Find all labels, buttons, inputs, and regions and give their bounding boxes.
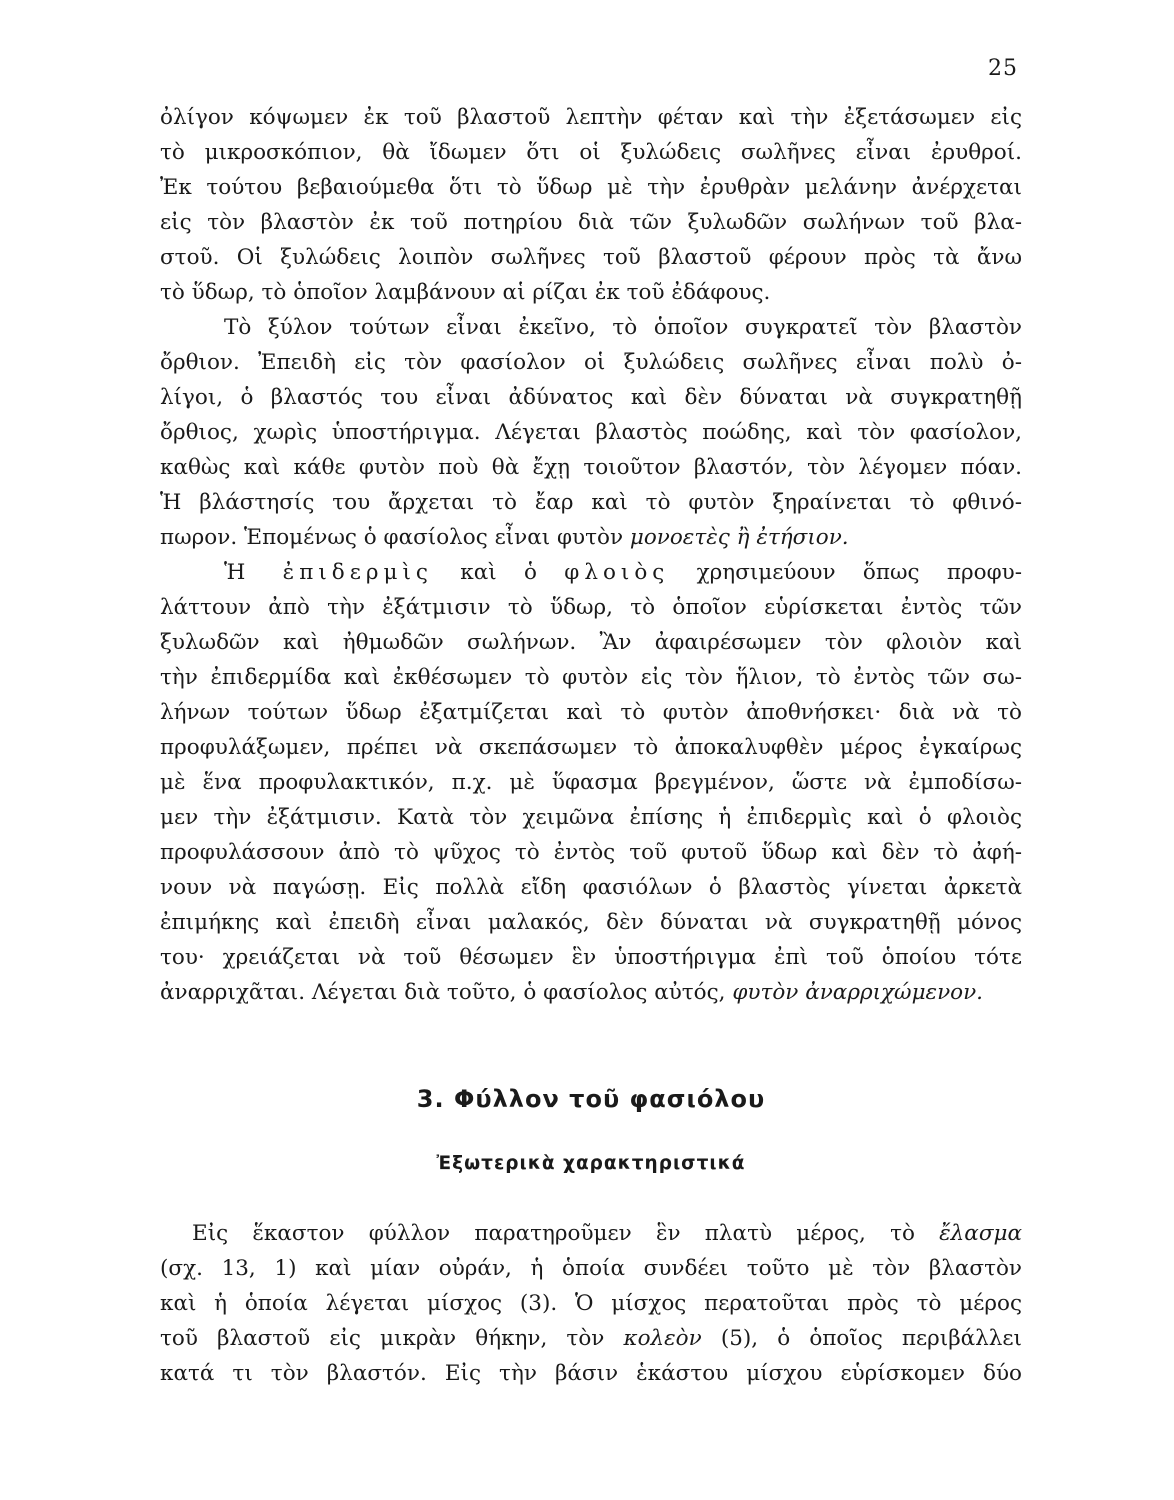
text-line: Ἐκ τούτου βεβαιούμεθα ὅτι τὸ ὕδωρ μὲ τὴν ἐρυθρὰν μελάνην ἀνέρχεται — [160, 175, 1022, 200]
text-line: ὄρθιος, χωρὶς ὑποστήριγμα. Λέγεται βλαστὸς ποώδης, καὶ τὸν φασίολον, — [160, 420, 1022, 445]
text-span: (5), ὁ ὁποῖος περιβάλλει — [701, 1326, 1022, 1351]
italic-term: μονοετὲς ἢ ἐτήσιον. — [629, 525, 849, 550]
text-span: καὶ ὁ — [432, 560, 565, 585]
text-line — [160, 975, 1022, 1010]
text-line: Ἡ βλάστησίς του ἄρχεται τὸ ἔαρ καὶ τὸ φυτὸν ξηραίνεται τὸ φθινό- — [160, 490, 1022, 515]
italic-term: φυτὸν ἀναρριχώμενον. — [732, 980, 984, 1005]
text-line: προφυλάξωμεν, πρέπει νὰ σκεπάσωμεν τὸ ἀποκαλυφθὲν μέρος ἐγκαίρως — [160, 735, 1022, 760]
text-line: λίγοι, ὁ βλαστός του εἶναι ἀδύνατος καὶ δὲν δύναται νὰ συγκρατηθῇ — [160, 385, 1022, 410]
text-line: τὸ ὕδωρ, τὸ ὁποῖον λαμβάνουν αἱ ρίζαι ἐκ τοῦ ἐδάφους. — [160, 280, 771, 305]
text-line: στοῦ. Οἱ ξυλώδεις λοιπὸν σωλῆνες τοῦ βλαστοῦ φέρουν πρὸς τὰ ἄνω — [160, 245, 1022, 270]
text-line: προφυλάσσουν ἀπὸ τὸ ψῦχος τὸ ἐντὸς τοῦ φυτοῦ ὕδωρ καὶ δὲν τὸ ἀφή- — [160, 840, 1022, 865]
text-span: τοῦ βλαστοῦ εἰς μικρὰν θήκην, τὸν — [160, 1326, 624, 1351]
text-line: του· χρειάζεται νὰ τοῦ θέσωμεν ἓν ὑποστήριγμα ἐπὶ τοῦ ὁποίου τότε — [160, 945, 1022, 970]
page-number: 25 — [988, 56, 1018, 81]
text-line: κατά τι τὸν βλαστόν. Εἰς τὴν βάσιν ἑκάστου μίσχου εὑρίσκομεν δύο — [160, 1361, 1022, 1386]
body-text-top — [160, 100, 1022, 1010]
italic-term: κολεὸν — [623, 1326, 702, 1351]
subsection-title: Ἐξωτερικὰ χαρακτηριστικά — [436, 1153, 746, 1174]
text-span: ἀναρριχᾶται. Λέγεται διὰ τοῦτο, ὁ φασίολος αὐτός, — [160, 980, 733, 1005]
text-line — [160, 555, 1022, 590]
text-span: χρησιμεύουν ὅπως προφυ- — [669, 560, 1022, 585]
text-line: (σχ. 13, 1) καὶ μίαν οὐράν, ἡ ὁποία συνδέει τοῦτο μὲ τὸν βλαστὸν — [160, 1256, 1022, 1281]
text-line: νουν νὰ παγώσῃ. Εἰς πολλὰ εἴδη φασιόλων ὁ βλαστὸς γίνεται ἀρκετὰ — [160, 875, 1022, 900]
text-line: λήνων τούτων ὕδωρ ἐξατμίζεται καὶ τὸ φυτὸν ἀποθνήσκει· διὰ νὰ τὸ — [160, 700, 1022, 725]
text-line: ὀλίγον κόψωμεν ἐκ τοῦ βλαστοῦ λεπτὴν φέταν καὶ τὴν ἐξετάσωμεν εἰς — [160, 105, 1022, 130]
text-line: καθὼς καὶ κάθε φυτὸν ποὺ θὰ ἔχῃ τοιοῦτον βλαστόν, τὸν λέγομεν πόαν. — [160, 455, 1022, 480]
text-line: μεν τὴν ἐξάτμισιν. Κατὰ τὸν χειμῶνα ἐπίσης ἡ ἐπιδερμὶς καὶ ὁ φλοιὸς — [160, 805, 1022, 830]
text-line — [160, 1216, 1022, 1251]
text-line: λάττουν ἀπὸ τὴν ἐξάτμισιν τὸ ὕδωρ, τὸ ὁποῖον εὑρίσκεται ἐντὸς τῶν — [160, 595, 1022, 620]
text-line: τὴν ἐπιδερμίδα καὶ ἐκθέσωμεν τὸ φυτὸν εἰς τὸν ἥλιον, τὸ ἐντὸς τῶν σω- — [160, 665, 1022, 690]
text-span: Εἰς ἕκαστον φύλλον παρατηροῦμεν ἓν πλατὺ μέρος, τὸ — [192, 1221, 940, 1246]
text-line: ξυλωδῶν καὶ ἠθμωδῶν σωλήνων. Ἂν ἀφαιρέσωμεν τὸν φλοιὸν καὶ — [160, 630, 1022, 655]
text-line: ἐπιμήκης καὶ ἐπειδὴ εἶναι μαλακός, δὲν δύναται νὰ συγκρατηθῇ μόνος — [160, 910, 1022, 935]
text-line: τὸ μικροσκόπιον, θὰ ἴδωμεν ὅτι οἱ ξυλώδεις σωλῆνες εἶναι ἐρυθροί. — [160, 140, 1022, 165]
text-line: καὶ ἡ ὁποία λέγεται μίσχος (3). Ὁ μίσχος περατοῦται πρὸς τὸ μέρος — [160, 1291, 1022, 1316]
spaced-term: Ἡ ἐπιδερμὶς — [224, 560, 433, 585]
spaced-term: φλοιὸς — [564, 560, 670, 585]
text-line: ὄρθιον. Ἐπειδὴ εἰς τὸν φασίολον οἱ ξυλώδεις σωλῆνες εἶναι πολὺ ὀ- — [160, 350, 1022, 375]
text-span: πωρον. Ἑπομένως ὁ φασίολος εἶναι φυτὸν — [160, 525, 630, 550]
text-line: μὲ ἕνα προφυλακτικόν, π.χ. μὲ ὕφασμα βρεγμένον, ὥστε νὰ ἐμποδίσω- — [160, 770, 1022, 795]
italic-term: ἔλασμα — [939, 1221, 1022, 1246]
text-line: εἰς τὸν βλαστὸν ἐκ τοῦ ποτηρίου διὰ τῶν ξυλωδῶν σωλήνων τοῦ βλα- — [160, 210, 1022, 235]
section-title: 3. Φύλλον τοῦ φασιόλου — [416, 1085, 766, 1113]
body-text-bottom — [160, 1216, 1022, 1391]
text-line — [160, 1321, 1022, 1356]
text-line: Τὸ ξύλον τούτων εἶναι ἐκεῖνο, τὸ ὁποῖον συγκρατεῖ τὸν βλαστὸν — [224, 315, 1022, 340]
text-line — [160, 520, 1022, 555]
